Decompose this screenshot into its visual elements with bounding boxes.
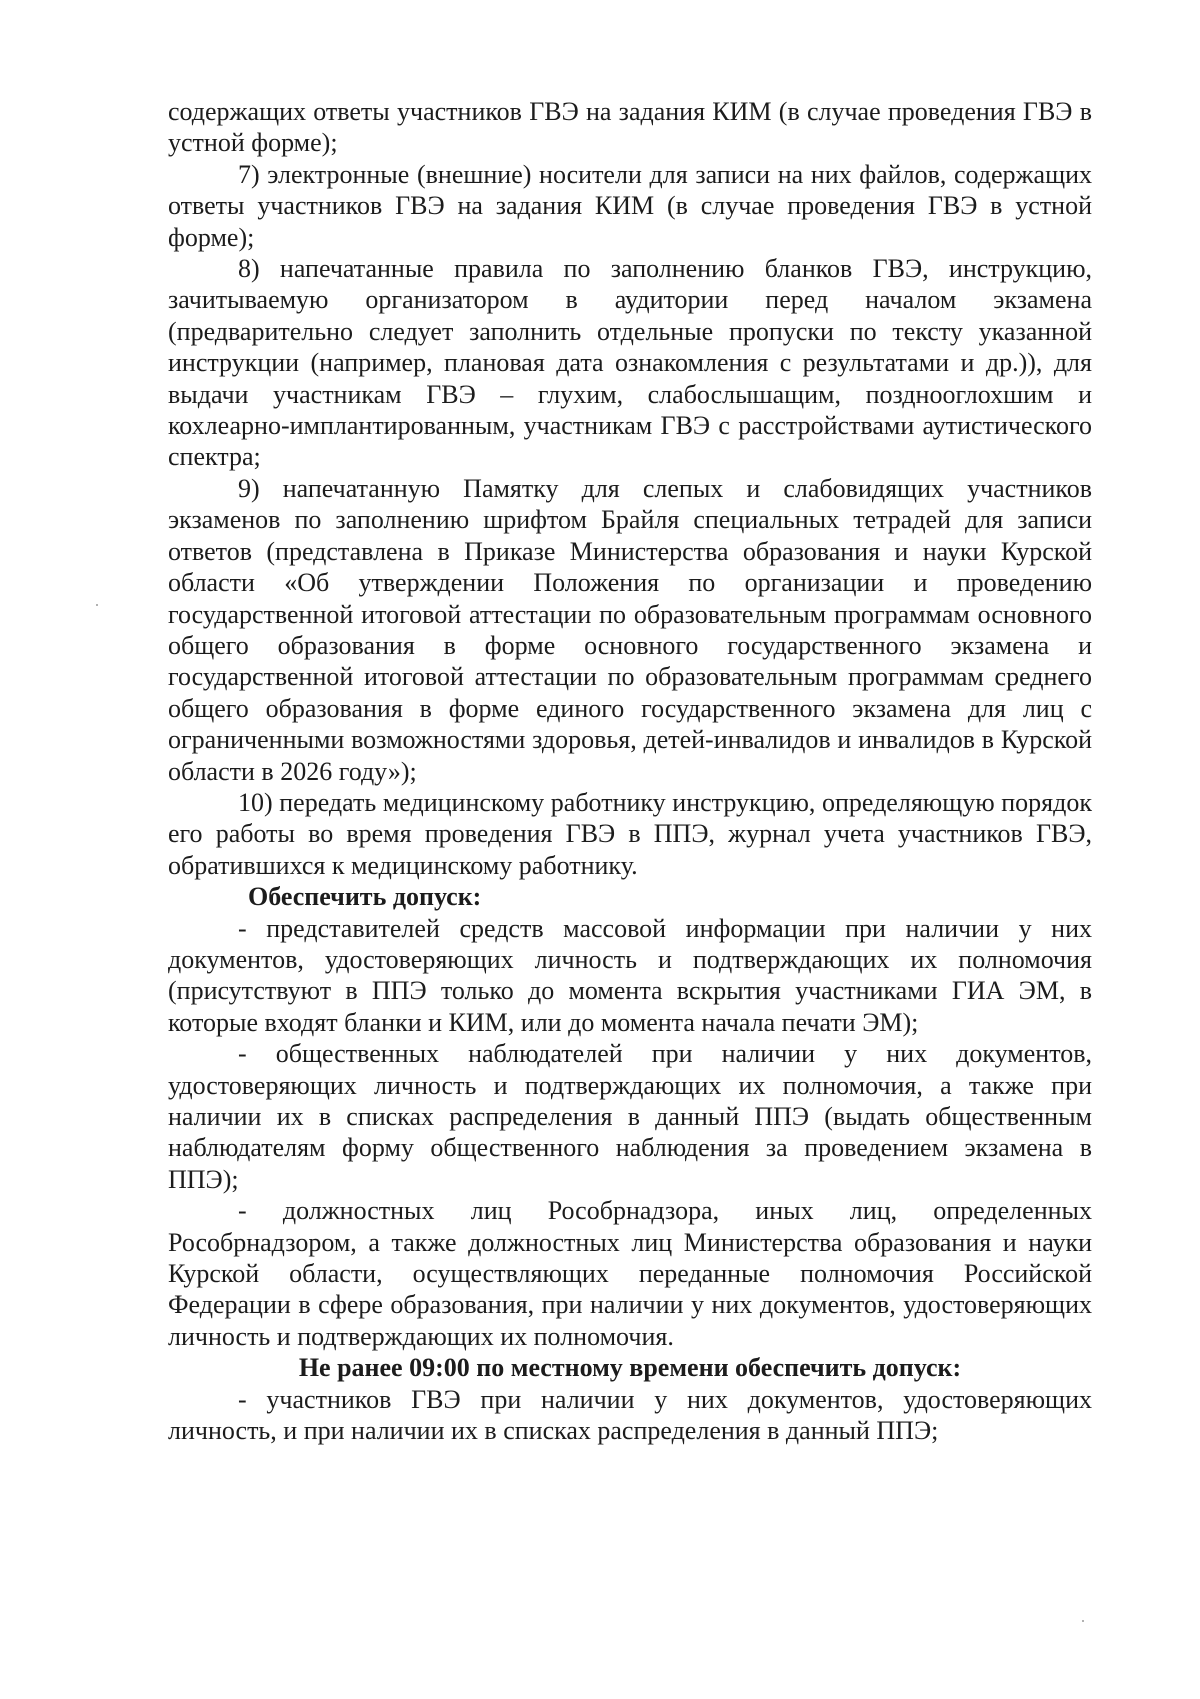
paragraph-continuation: содержащих ответы участников ГВЭ на задания КИМ (в случае проведения ГВЭ в устной форме); bbox=[168, 97, 1092, 158]
list-item-7: 7) электронные (внешние) носители для записи на них файлов, содержащих ответы участников ГВЭ на задания КИМ (в случае проведения ГВЭ в устной форме); bbox=[168, 159, 1092, 252]
scan-speck bbox=[96, 604, 98, 606]
admission-item-observers: - общественных наблюдателей при наличии у них документов, удостоверяющих личность и подтверждающих их полномочия, а также при наличии их в списках распределения в данный ППЭ (выдать общественным наблюдателям форму общественного наблюдения за проведением экзамена в ППЭ); bbox=[168, 1039, 1092, 1194]
admission-item-participants: - участников ГВЭ при наличии у них документов, удостоверяющих личность, и при наличии их в списках распределения в данный ППЭ; bbox=[168, 1384, 1092, 1446]
admission-item-officials: - должностных лиц Рособрнадзора, иных лиц, определенных Рособрнадзором, а также должностных лиц Министерства образования и науки Курской области, осуществляющих переданные полномочия Российской Федерации в сфере образования, при наличии у них документов, удостоверяющих личность и подтверждающих их полномочия. bbox=[168, 1196, 1092, 1351]
section-heading-time-admission: Не ранее 09:00 по местному времени обеспечить допуск: bbox=[298, 1353, 962, 1383]
document-page bbox=[168, 96, 1092, 1446]
list-item-10: 10) передать медицинскому работнику инструкцию, определяющую порядок его работы во время проведения ГВЭ в ППЭ, журнал учета участников ГВЭ, обратившихся к медицинскому работнику. bbox=[168, 787, 1092, 880]
admission-item-media: - представителей средств массовой информации при наличии у них документов, удостоверяющих личность и подтверждающих их полномочия (присутствуют в ППЭ только до момента вскрытия участниками ГИА ЭМ, в которые входят бланки и КИМ, или до момента начала печати ЭМ); bbox=[168, 913, 1092, 1037]
list-item-8: 8) напечатанные правила по заполнению бланков ГВЭ, инструкцию, зачитываемую организатором в аудитории перед началом экзамена (предварительно следует заполнить отдельные пропуски по тексту указанной инструкции (например, плановая дата ознакомления с результатами и др.)), для выдачи участникам ГВЭ – глухим, слабослышащим, позднооглохшим и кохлеарно-имплантированным, участникам ГВЭ с расстройствами аутистического спектра; bbox=[168, 254, 1092, 472]
scan-speck bbox=[1082, 1620, 1084, 1622]
list-item-9: 9) напечатанную Памятку для слепых и слабовидящих участников экзаменов по заполнению шрифтом Брайля специальных тетрадей для записи ответов (представлена в Приказе Министерства образования и науки Курской области «Об утверждении Положения по организации и проведению государственной итоговой аттестации по образовательным программам основного общего образования в форме основного государственного экзамена и государственной итоговой аттестации по образовательным программам среднего общего образования в форме единого государственного экзамена для лиц с ограниченными возможностями здоровья, детей-инвалидов и инвалидов в Курской области в 2026 году»); bbox=[168, 473, 1092, 786]
section-heading-admission: Обеспечить допуск: bbox=[248, 882, 482, 912]
